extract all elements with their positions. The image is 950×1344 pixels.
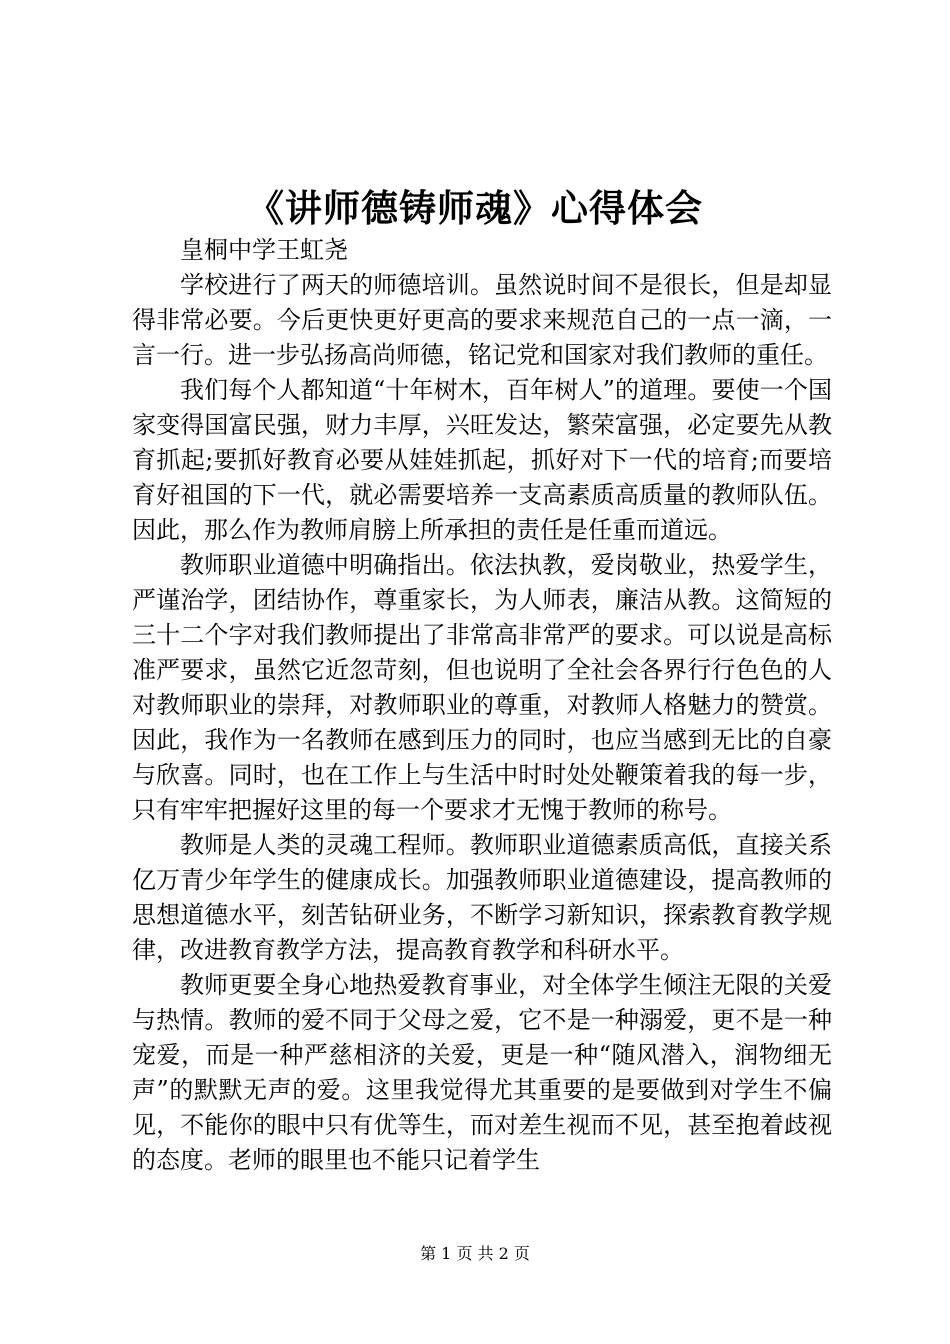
page-number-footer: 第 1 页 共 2 页 [420, 1244, 530, 1263]
author-line: 皇桐中学王虹尧 [180, 236, 348, 264]
paragraph: 学校进行了两天的师德培训。虽然说时间不是很长，但是却显得非常必要。今后更快更好更高的要求来规范自己的一点一滴，一言一行。进一步弘扬高尚师德，铭记党和国家对我们教师的重任。 [132, 271, 832, 369]
document-title: 《讲师德铸师魂》心得体会 [247, 186, 703, 230]
paragraph: 教师职业道德中明确指出。依法执教，爱岗敬业，热爱学生，严谨治学，团结协作，尊重家长，为人师表，廉洁从教。这简短的三十二个字对我们教师提出了非常高非常严的要求。可以说是高标准严要求，虽然它近忽苛刻，但也说明了全社会各界行行色色的人对教师职业的崇拜，对教师职业的尊重，对教师人格魅力的赞赏。因此，我作为一名教师在感到压力的同时，也应当感到无比的自豪与欣喜。同时，也在工作上与生活中时时处处鞭策着我的每一步，只有牢牢把握好这里的每一个要求才无愧于教师的称号。 [132, 551, 832, 824]
paragraph: 教师是人类的灵魂工程师。教师职业道德素质高低，直接关系亿万青少年学生的健康成长。加强教师职业道德建设，提高教师的思想道德水平，刻苦钻研业务，不断学习新知识，探索教育教学规律，改进教育教学方法，提高教育教学和科研水平。 [132, 831, 832, 964]
paragraph: 我们每个人都知道“十年树木，百年树人”的道理。要使一个国家变得国富民强，财力丰厚，兴旺发达，繁荣富强，必定要先从教育抓起;要抓好教育必要从娃娃抓起，抓好对下一代的培育;而要培育好祖国的下一代，就必需要培养一支高素质高质量的教师队伍。因此，那么作为教师肩膀上所承担的责任是任重而道远。 [132, 376, 832, 544]
paragraph: 教师更要全身心地热爱教育事业，对全体学生倾注无限的关爱与热情。教师的爱不同于父母之爱，它不是一种溺爱，更不是一种宠爱，而是一种严慈相济的关爱，更是一种“随风潜入，润物细无声”的默默无声的爱。这里我觉得尤其重要的是要做到对学生不偏见，不能你的眼中只有优等生，而对差生视而不见，甚至抱着歧视的态度。老师的眼里也不能只记着学生 [132, 971, 832, 1174]
document-body [132, 233, 832, 1178]
